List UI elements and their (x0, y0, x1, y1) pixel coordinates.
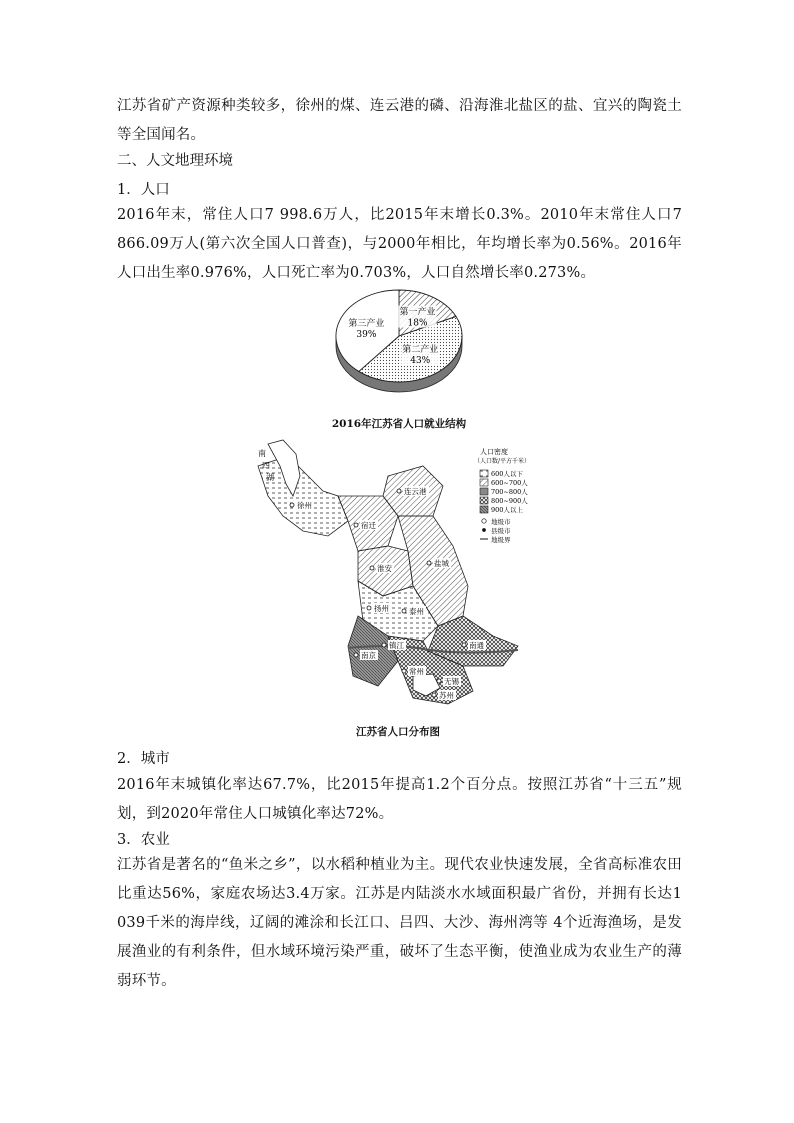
map-city-marker (290, 503, 294, 507)
map-city-marker (432, 693, 436, 697)
map-title: 江苏省人口分布图 (356, 726, 440, 738)
map-city-label: 徐州 (297, 501, 312, 510)
legend-symbol-label: 地级市 (491, 518, 511, 526)
legend-item-label: 600人以下 (491, 470, 523, 478)
map-city-label: 宿迁 (361, 521, 376, 530)
legend-title: 人口密度 (480, 448, 508, 456)
legend-swatch (480, 497, 488, 504)
legend-symbol-label: 地级界 (491, 536, 511, 544)
legend-swatch (480, 488, 488, 495)
sub2-heading: 2．城市 (117, 751, 170, 767)
pie-chart-title: 2016年江苏省人口就业结构 (331, 418, 467, 430)
city-paragraph: 2016年末城镇化率达67.7%，比2015年提高1.2个百分点。按照江苏省“十三五”规划，到2020年常住人口城镇化率达72%。 (117, 777, 682, 822)
pie-slice-label-3: 第三产业 (348, 319, 385, 330)
map-city-label: 连云港 (404, 487, 427, 496)
map-city-label: 无锡 (444, 677, 459, 686)
map-city-label: 南京 (361, 651, 376, 660)
legend-item-label: 700~800人 (491, 488, 528, 496)
map-city-marker (354, 523, 358, 527)
sub1-heading: 1．人口 (117, 182, 170, 198)
map-city-marker (354, 653, 358, 657)
lake-label-3: 湖 (266, 473, 274, 482)
map-legend (474, 447, 530, 544)
legend-swatch (480, 470, 488, 477)
legend-item-label: 800~900人 (491, 497, 528, 505)
employment-pie-chart (316, 284, 482, 410)
legend-symbol (482, 519, 486, 523)
lake-label-1: 南 (258, 449, 266, 458)
map-city-label: 镇江 (389, 641, 404, 650)
map-city-marker (397, 489, 401, 493)
legend-subtitle: （人口数/平方千米） (474, 458, 531, 465)
map-city-marker (370, 566, 374, 570)
jiangsu-population-map (248, 436, 548, 712)
map-city-label: 南通 (469, 641, 484, 650)
map-city-marker (437, 679, 441, 683)
pie-slice-value-2: 43% (410, 356, 431, 367)
map-city-marker (367, 606, 371, 610)
map-city-label: 淮安 (377, 564, 392, 573)
map-city-marker (427, 561, 431, 565)
intro-paragraph: 江苏省矿产资源种类较多，徐州的煤、连云港的磷、沿海淮北盐区的盐、宜兴的陶瓷土等全国闻名。 (117, 98, 682, 143)
lake-label-2: 四 (262, 461, 270, 470)
map-city-label: 盐城 (434, 559, 449, 568)
map-city-label: 苏州 (439, 691, 454, 700)
map-city-marker (402, 609, 406, 613)
pie-slice-label-1: 第一产业 (399, 307, 436, 318)
legend-symbol (483, 529, 486, 532)
legend-item-label: 600~700人 (491, 479, 528, 487)
legend-swatch (480, 506, 488, 513)
map-city-label: 扬州 (374, 604, 389, 613)
sub3-heading: 3．农业 (117, 832, 170, 848)
population-paragraph: 2016年末，常住人口7 998.6万人，比2015年末增长0.3%。2010年末常住人口7 866.09万人(第六次全国人口普查)，与2000年相比，年均增长率为0.56%。2016年人口出生率0.976%，人口死亡率为0.703%，人口自然增长率0.273%。 (117, 207, 682, 281)
map-city-marker (402, 669, 406, 673)
legend-symbol-label: 县级市 (491, 527, 511, 535)
map-city-marker (462, 643, 466, 647)
map-region-xuzhou (258, 456, 348, 536)
legend-swatch (480, 479, 488, 486)
pie-slice-value-3: 39% (356, 330, 377, 341)
map-city-label: 泰州 (409, 607, 424, 616)
map-city-marker (382, 643, 386, 647)
legend-item-label: 900人以上 (491, 506, 523, 514)
pie-slice-value-1: 18% (407, 318, 428, 329)
map-city-label: 常州 (409, 667, 424, 676)
pie-slice-label-2: 第二产业 (402, 345, 439, 356)
section2-heading: 二、人文地理环境 (117, 153, 233, 169)
agri-paragraph: 江苏省是著名的“鱼米之乡”，以水稻种植业为主。现代农业快速发展，全省高标准农田比重达56%，家庭农场达3.4万家。江苏是内陆淡水水域面积最广省份，并拥有长达1 039千米的海岸线，辽阔的滩涂和长江口、吕四、大沙、海州湾等 4个近海渔场，是发展渔业的有利条件，但水域环境污染严重，破坏了生态平衡，使渔业成为农业生产的薄弱环节。 (117, 857, 682, 989)
